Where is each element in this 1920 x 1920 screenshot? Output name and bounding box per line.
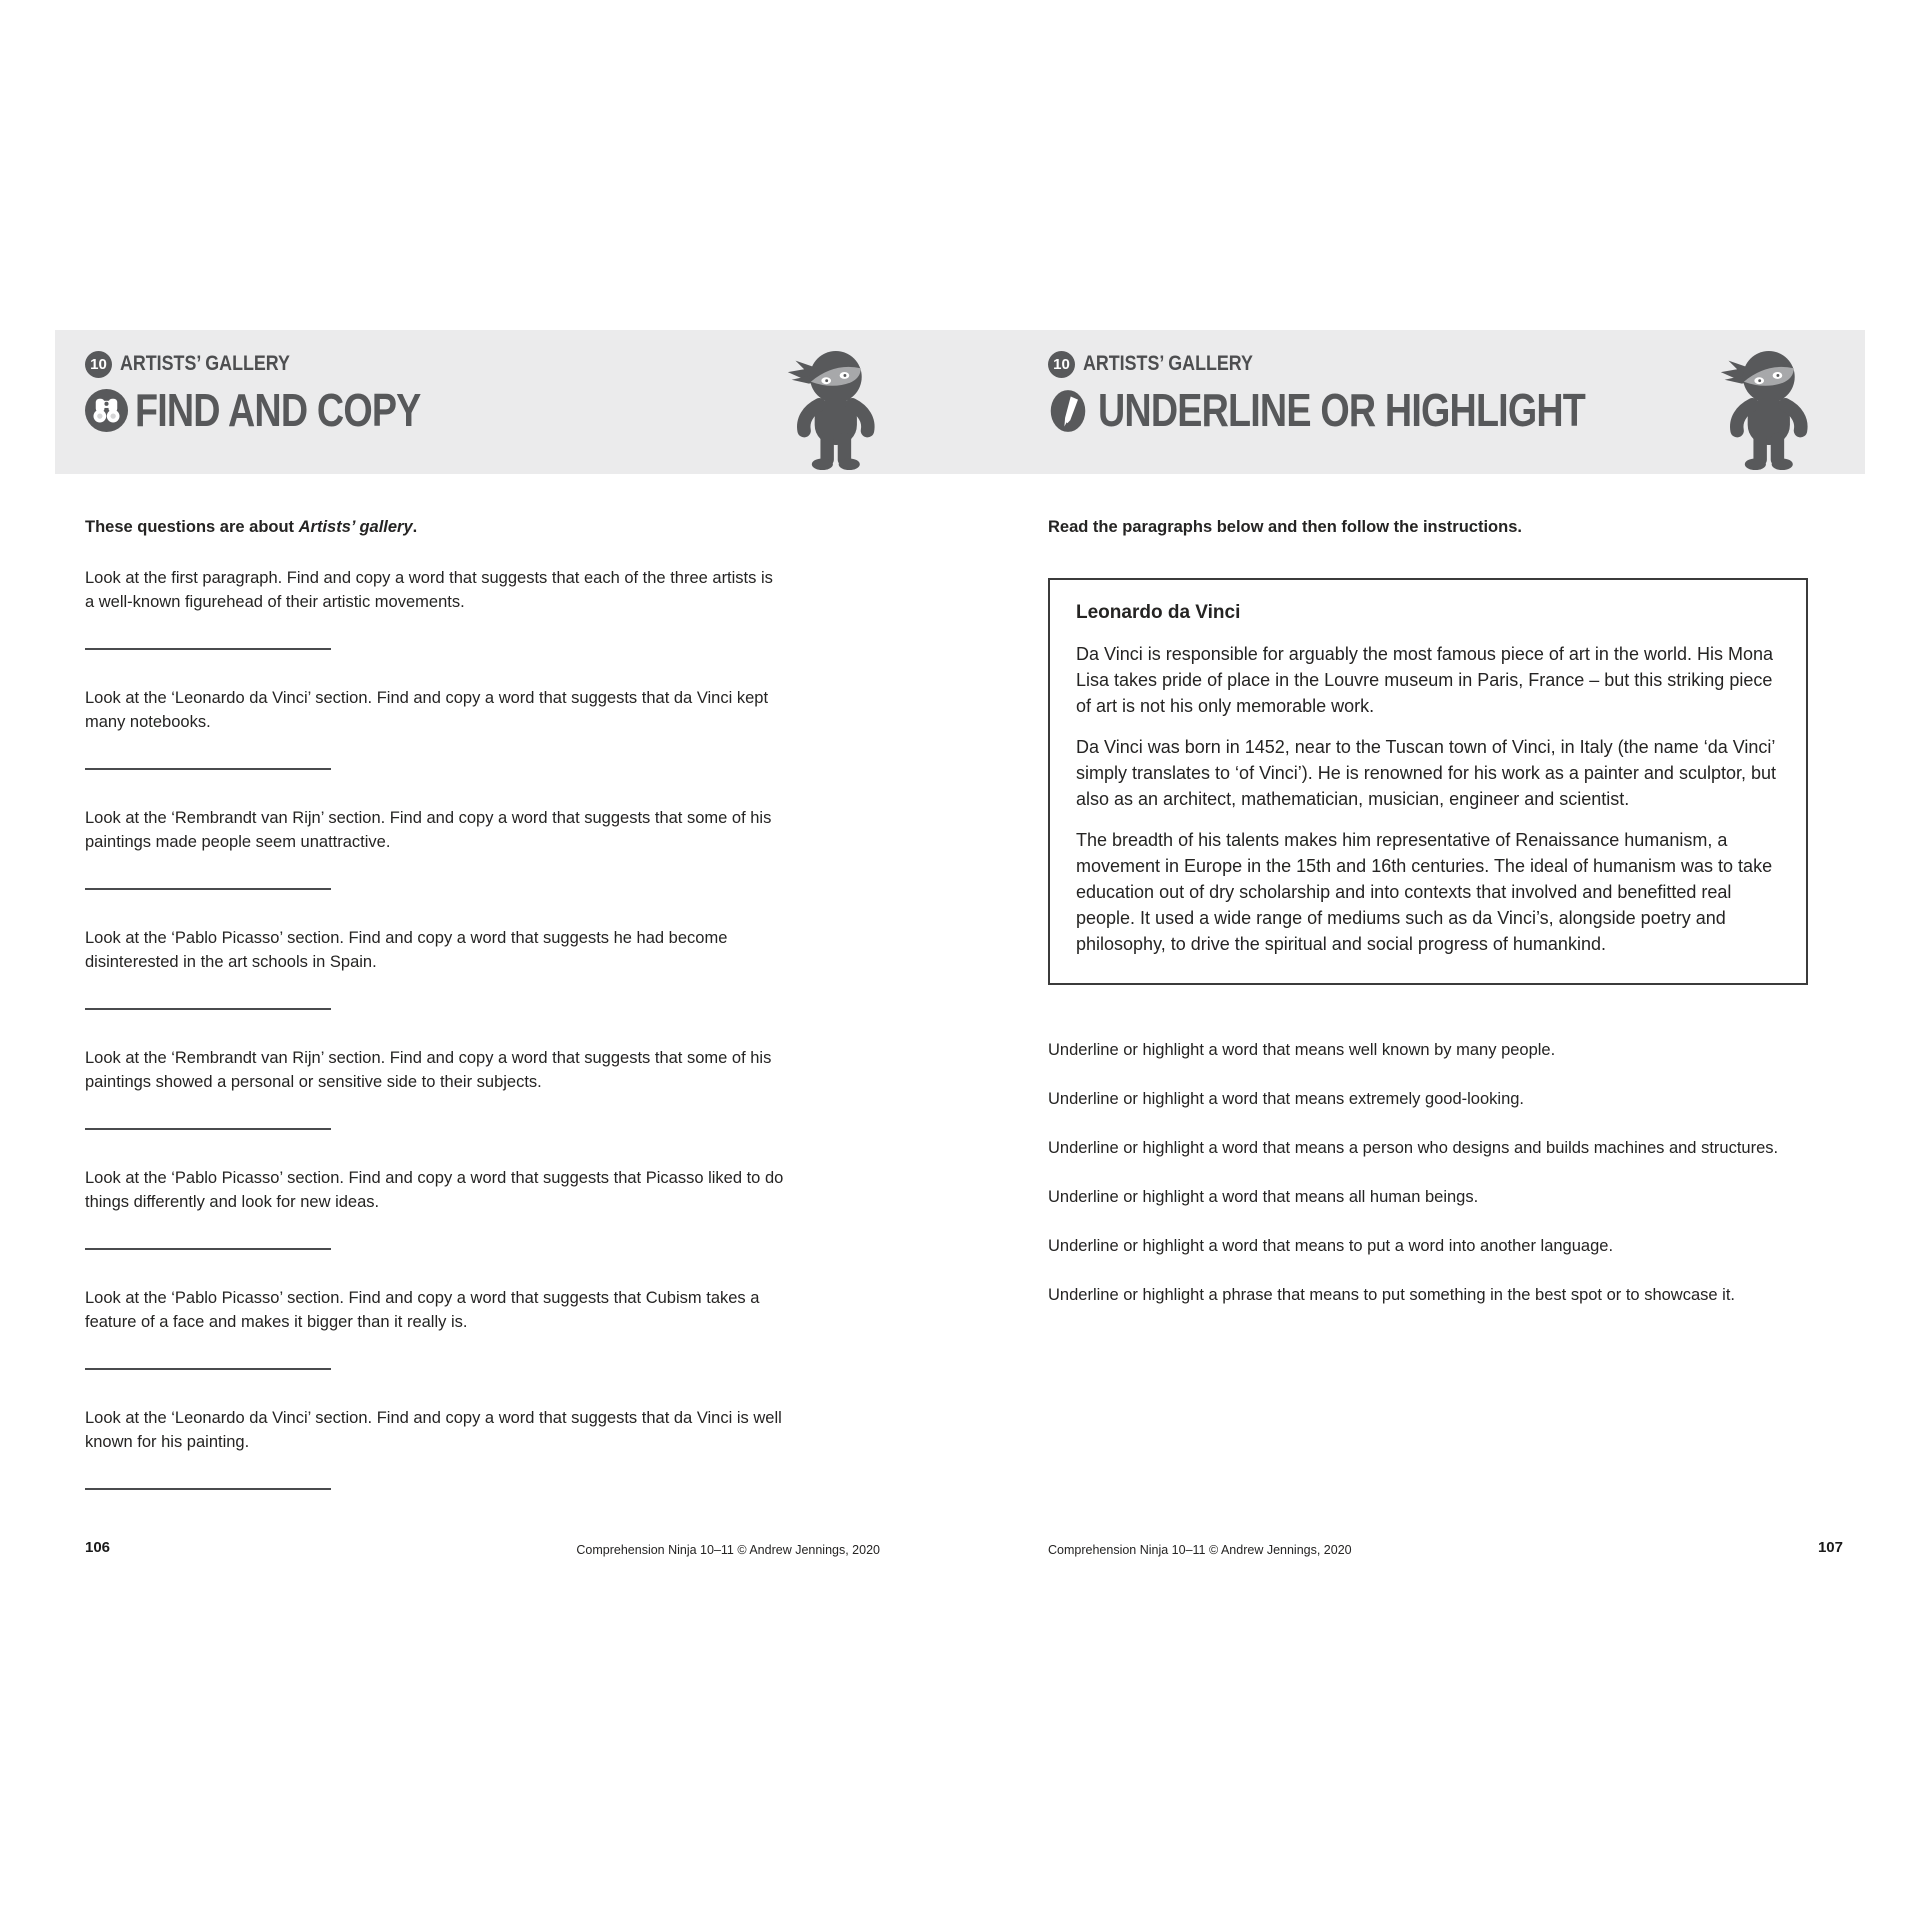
title-row (85, 386, 483, 434)
passage-paragraph: The breadth of his talents makes him representative of Renaissance humanism, a movement in Europe in the 15th and 16th centuries. The ideal of humanism was to take education out of dry scholarship and into contexts that involved and benefitted real people. It used a wide range of mediums such as da Vinci’s, alongside poetry and philosophy, to drive the spiritual and social progress of humankind. (1076, 830, 1773, 954)
title-row (1048, 386, 1692, 434)
section-row (1048, 350, 1692, 378)
section-number-badge: 10 (85, 351, 112, 378)
right-page-number: 107 (1817, 1539, 1843, 1556)
left-page-header (85, 350, 483, 434)
binoculars-icon (85, 389, 128, 432)
task-text: Underline or highlight a word that means to put a word into another language. (1048, 1237, 1614, 1255)
ninja-mascot (1716, 346, 1812, 475)
instruction-line: Read the paragraphs below and then follow the instructions. (1048, 518, 1522, 536)
task-list (1048, 1039, 1838, 1306)
answer-line[interactable] (85, 1008, 331, 1010)
task-text: Underline or highlight a word that means all human beings. (1048, 1188, 1479, 1206)
answer-line[interactable] (85, 1128, 331, 1130)
question-text: Look at the ‘Pablo Picasso’ section. Find and copy a word that suggests that Cubism takes a feature of a face and makes it bigger than it really is. (85, 1289, 760, 1331)
answer-line[interactable] (85, 888, 331, 890)
question-text: Look at the ‘Pablo Picasso’ section. Find and copy a word that suggests he had become disinterested in the art schools in Spain. (85, 929, 728, 971)
left-page-title: FIND AND COPY (135, 384, 421, 436)
right-page-header (1048, 350, 1692, 434)
passage-heading: Leonardo da Vinci (1076, 602, 1241, 623)
task-text: Underline or highlight a phrase that means to put something in the best spot or to showcase it. (1048, 1286, 1735, 1304)
intro-suffix: . (412, 518, 418, 536)
left-page-number: 106 (85, 1539, 111, 1556)
answer-line[interactable] (85, 768, 331, 770)
answer-line[interactable] (85, 1248, 331, 1250)
right-page-body (1048, 516, 1838, 1333)
right-page-title: UNDERLINE OR HIGHLIGHT (1098, 384, 1585, 436)
intro-prefix: These questions are about (85, 518, 299, 536)
answer-line[interactable] (85, 648, 331, 650)
intro-line (85, 516, 785, 538)
question-text: Look at the ‘Pablo Picasso’ section. Find and copy a word that suggests that Picasso liked to do things differently and look for new ideas. (85, 1169, 784, 1211)
left-page-body (85, 516, 785, 1490)
section-number-badge: 10 (1048, 351, 1075, 378)
pencil-icon (1048, 389, 1091, 432)
question-text: Look at the ‘Leonardo da Vinci’ section. Find and copy a word that suggests that da Vinci is well known for his painting. (85, 1409, 782, 1451)
answer-line[interactable] (85, 1368, 331, 1370)
question-block (85, 686, 785, 770)
question-block (85, 1286, 785, 1370)
task-text: Underline or highlight a word that means well known by many people. (1048, 1041, 1556, 1059)
question-block (85, 806, 785, 890)
task-text: Underline or highlight a word that means a person who designs and builds machines and structures. (1048, 1139, 1779, 1157)
right-page-credit: Comprehension Ninja 10–11 © Andrew Jennings, 2020 (1048, 1543, 1352, 1557)
passage-box (1048, 578, 1808, 985)
question-text: Look at the ‘Rembrandt van Rijn’ section. Find and copy a word that suggests that some of his paintings made people seem unattractive. (85, 809, 772, 851)
question-block (85, 1046, 785, 1130)
question-text: Look at the first paragraph. Find and copy a word that suggests that each of the three artists is a well-known figurehead of their artistic movements. (85, 569, 773, 611)
question-block (85, 926, 785, 1010)
task-text: Underline or highlight a word that means extremely good-looking. (1048, 1090, 1525, 1108)
question-block (85, 566, 785, 650)
section-title: ARTISTS’ GALLERY (1083, 352, 1253, 375)
passage-paragraph: Da Vinci was born in 1452, near to the Tuscan town of Vinci, in Italy (the name ‘da Vinci’ simply translates to ‘of Vinci’). He is renowned for his work as a painter and sculptor, but also as an architect, mathematician, musician, engineer and scientist. (1076, 737, 1776, 809)
section-title: ARTISTS’ GALLERY (120, 352, 290, 375)
intro-work-title: Artists’ gallery (298, 518, 413, 536)
passage-paragraph: Da Vinci is responsible for arguably the most famous piece of art in the world. His Mona Lisa takes pride of place in the Louvre museum in Paris, France – but this striking piece of art is not his only memorable work. (1076, 644, 1773, 716)
question-block (85, 1166, 785, 1250)
question-text: Look at the ‘Leonardo da Vinci’ section. Find and copy a word that suggests that da Vinci kept many notebooks. (85, 689, 769, 731)
ninja-mascot (783, 346, 879, 475)
question-text: Look at the ‘Rembrandt van Rijn’ section. Find and copy a word that suggests that some of his paintings showed a personal or sensitive side to their subjects. (85, 1049, 772, 1091)
section-row (85, 350, 483, 378)
question-block (85, 1406, 785, 1490)
answer-line[interactable] (85, 1488, 331, 1490)
left-page-credit: Comprehension Ninja 10–11 © Andrew Jennings, 2020 (576, 1543, 880, 1557)
